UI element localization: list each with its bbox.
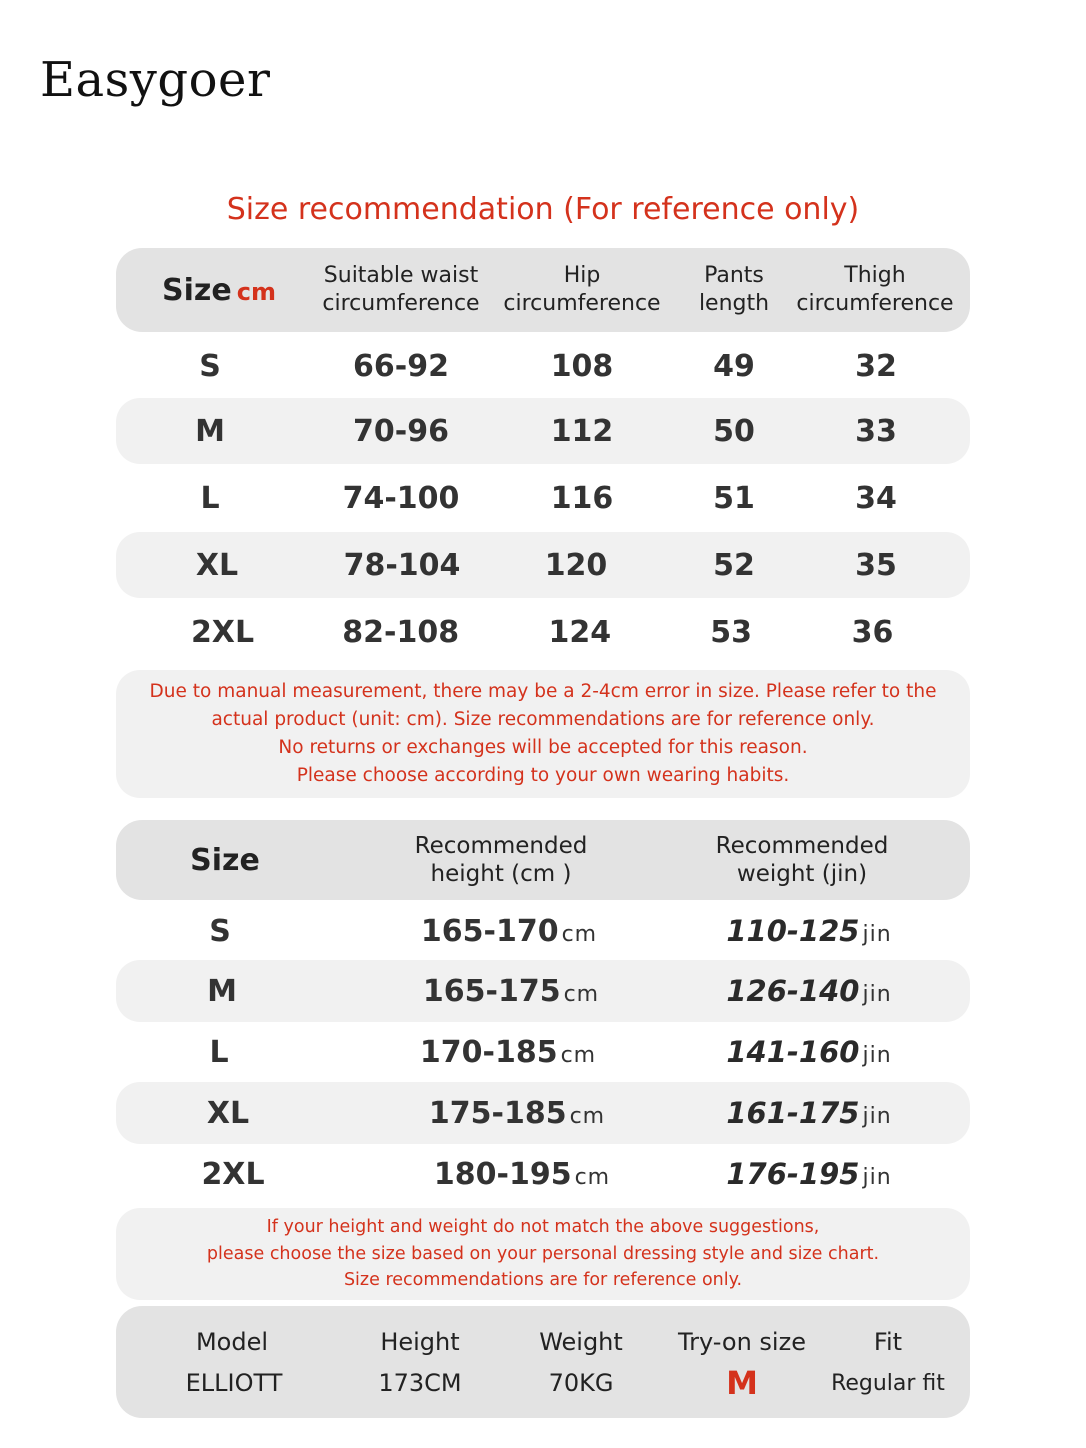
header-thigh: Thigh circumference	[796, 263, 954, 316]
model-value: ELLIOTT	[185, 1369, 283, 1397]
table-row: L 74-100 116 51 34	[200, 480, 897, 516]
table-row: L 170-185 cm 141-160 jin	[209, 1034, 892, 1070]
header-size: Size cm	[161, 272, 277, 308]
tryon-value: M	[726, 1364, 758, 1402]
tryon-label: Try-on size	[678, 1328, 806, 1356]
model-labels-row	[116, 1306, 970, 1356]
table-row: 2XL 180-195 cm 176-195 jin	[201, 1156, 892, 1192]
header-waist: Suitable waist circumference	[322, 263, 480, 316]
measurement-disclaimer: Due to manual measurement, there may be a 2-4cm error in size. Please refer to the actual product (unit: cm). Size recommendations are for reference only. No returns or exchanges will be accepted for this reason. Please choose according to your own wearing habits.	[116, 670, 970, 798]
brand-logo: Easygoer	[40, 52, 271, 108]
header-size: Size	[190, 842, 260, 878]
model-info-panel	[116, 1306, 970, 1418]
model-values-row	[116, 1356, 970, 1402]
table-row: M 165-175 cm 126-140 jin	[116, 960, 970, 1022]
table-header	[116, 248, 970, 332]
header-pants-length: Pants length	[698, 263, 770, 316]
size-measurement-table	[116, 248, 970, 798]
model-label: Model	[195, 1328, 269, 1356]
weight-value: 70KG	[548, 1369, 614, 1397]
table-row: XL 78-104 120 52 35	[116, 532, 970, 598]
header-hip: Hip circumference	[503, 263, 661, 316]
fit-value: Regular fit	[831, 1370, 945, 1396]
table-row: XL 175-185 cm 161-175 jin	[116, 1082, 970, 1144]
height-value: 173CM	[378, 1369, 462, 1397]
table-row: 2XL 82-108 124 53 36	[190, 614, 894, 650]
header-weight: Recommended weight (jin)	[715, 833, 889, 887]
size-advice-note: If your height and weight do not match the above suggestions, please choose the size based on your personal dressing style and size chart. Size recommendations are for reference only.	[116, 1208, 970, 1300]
table-row: M 70-96 112 50 33	[116, 398, 970, 464]
table-row: S 66-92 108 49 32	[199, 348, 897, 384]
weight-label: Weight	[539, 1328, 623, 1356]
fit-label: Fit	[873, 1328, 903, 1356]
size-unit: cm	[236, 277, 277, 306]
header-height: Recommended height (cm )	[414, 833, 588, 887]
table-header	[116, 820, 970, 900]
table-row: S 165-170 cm 110-125 jin	[209, 913, 892, 949]
height-label: Height	[380, 1328, 460, 1356]
page-title: Size recommendation (For reference only)	[226, 192, 860, 227]
height-weight-table	[116, 820, 970, 1300]
